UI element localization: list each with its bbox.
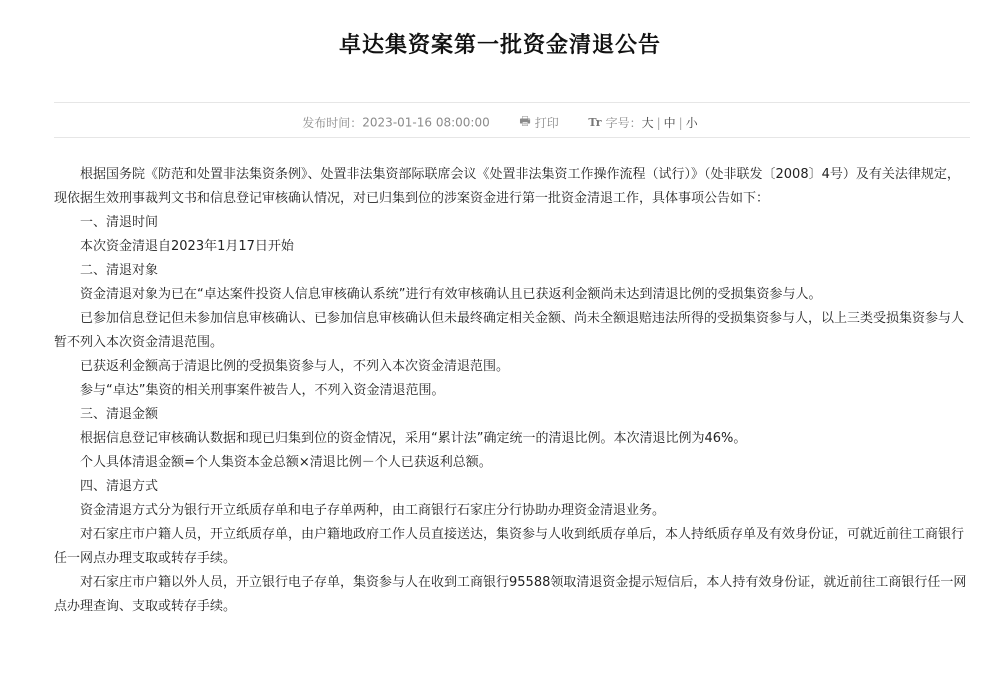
paragraph: 根据信息登记审核确认数据和现已归集到位的资金情况，采用“累计法”确定统一的清退比例。本次清退比例为46%。 — [80, 431, 747, 446]
publish-label: 发布时间： — [302, 116, 363, 130]
print-button[interactable] — [519, 115, 558, 129]
publish-time: 2023-01-16 08:00:00 — [362, 115, 490, 130]
section-heading-target: 二、清退对象 — [80, 263, 159, 278]
paragraph: 本次资金清退自2023年1月17日开始 — [80, 239, 294, 254]
paragraph: 参与“卓达”集资的相关刑事案件被告人，不列入资金清退范围。 — [80, 383, 445, 398]
page-title: 卓达集资案第一批资金清退公告 — [338, 33, 661, 58]
paragraph-intro: 根据国务院《防范和处置非法集资条例》、处置非法集资部际联席会议《处置非法集资工作操作流程（试行）》（处非联发〔2008〕4号）及有关法律规定，现依据生效刑事裁判文书和信息登记审核确认情况，对已归集到位的涉案资金进行第一批资金清退工作，具体事项公告如下： — [54, 167, 960, 206]
font-size-label: 字号： — [605, 116, 642, 130]
font-size-medium-link[interactable]: 中 — [663, 116, 676, 130]
divider-bottom — [54, 137, 970, 138]
paragraph: 对石家庄市户籍以外人员，开立银行电子存单，集资参与人在收到工商银行95588领取清退资金提示短信后，本人持有效身份证，就近前往工商银行任一网点办理查询、支取或转存手续。 — [54, 575, 967, 614]
paragraph: 对石家庄市户籍人员，开立纸质存单，由户籍地政府工作人员直接送达，集资参与人收到纸质存单后，本人持纸质存单及有效身份证，可就近前往工商银行任一网点办理支取或转存手续。 — [54, 527, 965, 566]
paragraph: 已获返利金额高于清退比例的受损集资参与人，不列入本次资金清退范围。 — [80, 359, 510, 374]
divider-top — [54, 102, 970, 103]
print-label: 打印 — [534, 116, 559, 130]
separator: | — [656, 115, 661, 130]
printer-icon: 🖶 — [519, 114, 531, 128]
paragraph: 已参加信息登记但未参加信息审核确认、已参加信息审核确认但未最终确定相关金额、尚未全额退赔违法所得的受损集资参与人，以上三类受损集资参与人暂不列入本次资金清退范围。 — [54, 311, 965, 350]
article-body — [54, 163, 970, 619]
font-size-large-link[interactable]: 大 — [641, 116, 654, 130]
paragraph: 资金清退方式分为银行开立纸质存单和电子存单两种，由工商银行石家庄分行协助办理资金清退业务。 — [80, 503, 666, 518]
font-size-small-link[interactable]: 小 — [685, 116, 698, 130]
article-meta-bar — [0, 112, 1000, 133]
section-heading-method: 四、清退方式 — [80, 479, 159, 494]
separator: | — [678, 115, 683, 130]
font-size-icon: Tr — [588, 116, 602, 129]
section-heading-amount: 三、清退金额 — [80, 407, 159, 422]
section-heading-time: 一、清退时间 — [80, 215, 159, 230]
paragraph: 个人具体清退金额=个人集资本金总额×清退比例－个人已获返利总额。 — [80, 455, 492, 470]
paragraph: 资金清退对象为已在“卓达案件投资人信息审核确认系统”进行有效审核确认且已获返利金额尚未达到清退比例的受损集资参与人。 — [80, 287, 822, 302]
